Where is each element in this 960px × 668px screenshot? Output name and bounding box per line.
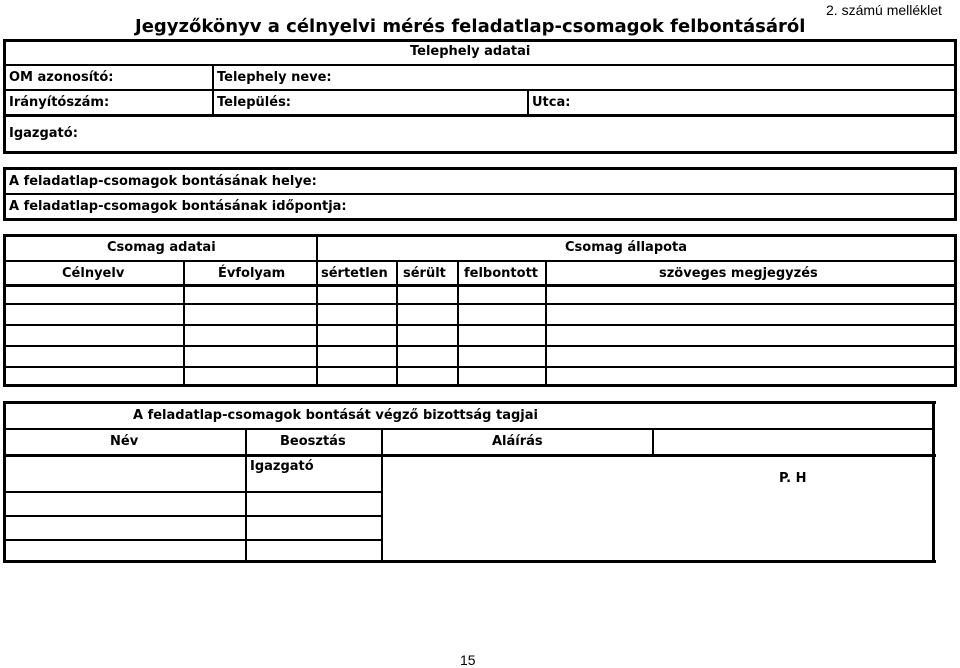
street-label: Utca: [532, 95, 571, 110]
col-damaged: sérült [403, 266, 446, 281]
committee-title: A feladatlap-csomagok bontását végző bizottság tagjai [133, 408, 538, 423]
director-role: Igazgató [250, 459, 314, 474]
zip-label: Irányítószám: [9, 95, 110, 110]
site-section-title: Telephely adatai [410, 44, 531, 59]
col-name: Név [110, 434, 139, 449]
om-id-label: OM azonosító: [9, 70, 114, 85]
opening-place-label: A feladatlap-csomagok bontásának helye: [9, 174, 317, 189]
director-label: Igazgató: [9, 126, 78, 141]
col-signature: Aláírás [492, 434, 543, 449]
col-position: Beosztás [280, 434, 346, 449]
city-label: Település: [217, 95, 292, 110]
opening-time-label: A feladatlap-csomagok bontásának időpontja: [9, 199, 347, 214]
stamp-label: P. H [779, 471, 807, 486]
col-intact: sértetlen [321, 266, 388, 281]
site-name-label: Telephely neve: [217, 70, 332, 85]
col-grade: Évfolyam [218, 266, 286, 281]
col-remarks: szöveges megjegyzés [659, 266, 818, 281]
col-target-language: Célnyelv [62, 266, 125, 281]
col-opened: felbontott [464, 266, 538, 281]
document-title: Jegyzőkönyv a célnyelvi mérés feladatlap-csomagok felbontásáról [135, 16, 806, 37]
package-state-header: Csomag állapota [565, 240, 688, 255]
annex-label: 2. számú melléklet [826, 2, 942, 18]
package-data-header: Csomag adatai [107, 240, 216, 255]
page-number: 15 [460, 652, 476, 668]
